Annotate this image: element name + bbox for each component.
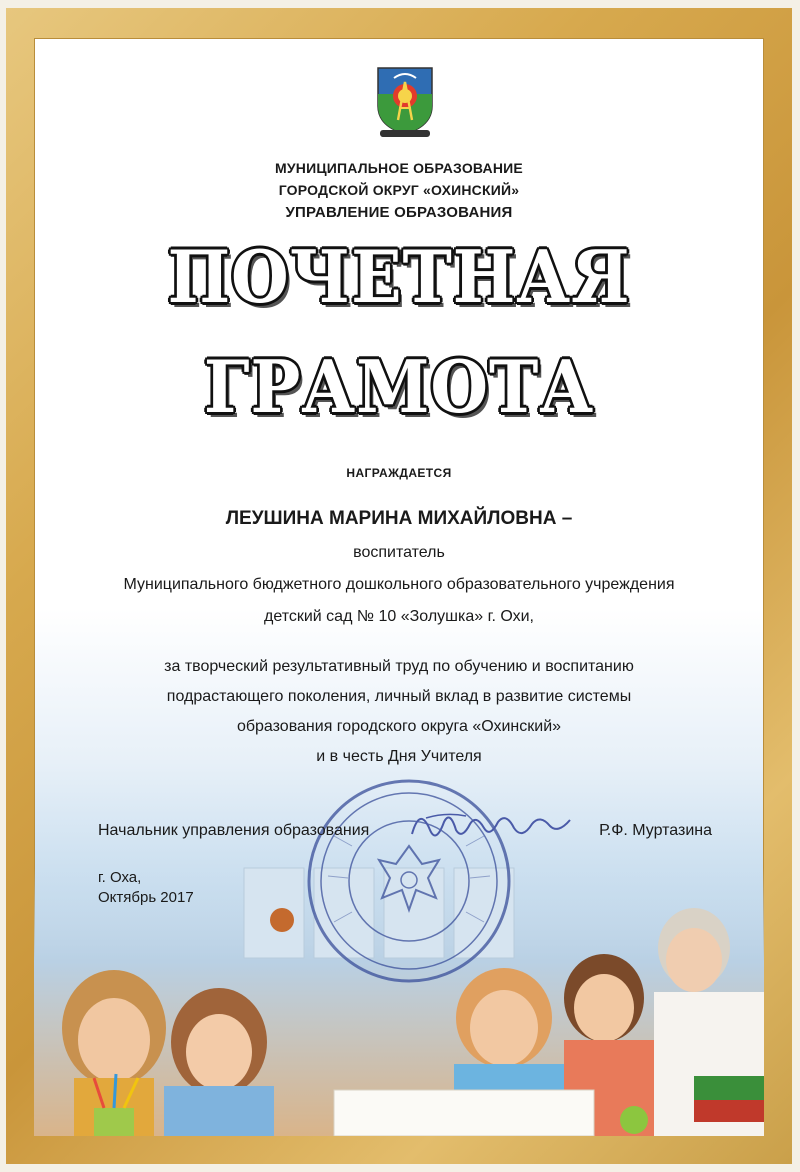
recipient-name: ЛЕУШИНА МАРИНА МИХАЙЛОВНА – [225, 508, 573, 529]
place-date-block [98, 868, 194, 908]
header-municipality: МУНИЦИПАЛЬНОЕ ОБРАЗОВАНИЕ [275, 160, 523, 176]
awarded-label: НАГРАЖДАЕТСЯ [346, 466, 452, 480]
reason-line1: за творческий результативный труд по обучению и воспитанию [164, 658, 634, 675]
recipient-organization-line1: Муниципального бюджетного дошкольного образовательного учреждения [123, 576, 675, 593]
certificate-title-line2: ГРАМОТА [203, 344, 595, 429]
coat-of-arms-emblem-icon [374, 64, 436, 138]
certificate-sheet [34, 38, 764, 1136]
certificate-gold-frame [6, 8, 792, 1164]
signatory-name: Р.Ф. Муртазина [599, 822, 712, 839]
recipient-organization-line2: детский сад № 10 «Золушка» г. Охи, [264, 608, 534, 625]
reason-line3: образования городского округа «Охинский» [236, 718, 562, 735]
reason-line2: подрастающего поколения, личный вклад в развитие системы [166, 688, 632, 705]
header-district: ГОРОДСКОЙ ОКРУГ «ОХИНСКИЙ» [278, 182, 520, 198]
recipient-position: воспитатель [353, 544, 445, 561]
header-department: УПРАВЛЕНИЕ ОБРАЗОВАНИЯ [285, 204, 513, 221]
signature-row [98, 822, 718, 846]
reason-line4: и в честь Дня Учителя [316, 748, 482, 765]
issue-date: Октябрь 2017 [98, 889, 194, 906]
signatory-role: Начальник управления образования [98, 822, 370, 839]
certificate-title-line1: ПОЧЕТНАЯ [167, 234, 631, 319]
city: г. Оха, [98, 869, 142, 886]
